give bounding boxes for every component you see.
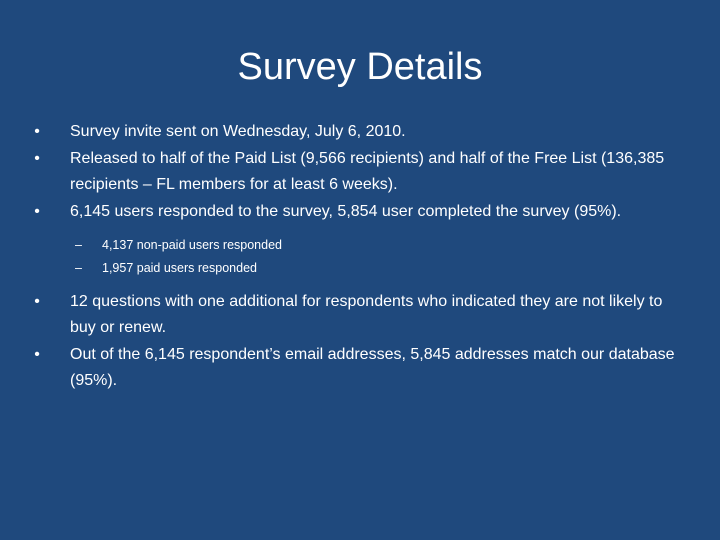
sub-bullet-text: 1,957 paid users responded	[102, 261, 257, 275]
bullet-marker: •	[34, 123, 40, 140]
slide-title: Survey Details	[237, 46, 483, 88]
bullet-text: 6,145 users responded to the survey, 5,854 user completed the survey (95%).	[70, 203, 622, 220]
sub-bullet-item	[30, 234, 690, 257]
bullet-item	[30, 119, 690, 145]
bullet-text: Released to half of the Paid List (9,566 recipients) and half of the Free List (136,385 recipients – FL members for at least 6 weeks).	[70, 150, 665, 193]
sub-bullet-marker: –	[75, 238, 82, 252]
sub-bullet-item	[30, 257, 690, 280]
bullet-marker: •	[34, 346, 40, 363]
bullet-item	[30, 289, 690, 341]
bullet-text: Out of the 6,145 respondent’s email addresses, 5,845 addresses match our database (95%).	[70, 346, 675, 389]
bullet-item	[30, 199, 690, 225]
bullet-marker: •	[34, 150, 40, 167]
sub-bullet-list	[30, 234, 690, 280]
sub-bullet-marker: –	[75, 261, 82, 275]
bullet-item	[30, 146, 690, 198]
bullet-marker: •	[34, 203, 40, 220]
bullet-text: Survey invite sent on Wednesday, July 6, 2010.	[70, 123, 406, 140]
bullet-marker: •	[34, 293, 40, 310]
sub-bullet-text: 4,137 non-paid users responded	[102, 238, 282, 252]
bullet-list	[30, 119, 690, 395]
bullet-text: 12 questions with one additional for respondents who indicated they are not likely to buy or renew.	[70, 293, 663, 336]
bullet-item	[30, 342, 690, 394]
